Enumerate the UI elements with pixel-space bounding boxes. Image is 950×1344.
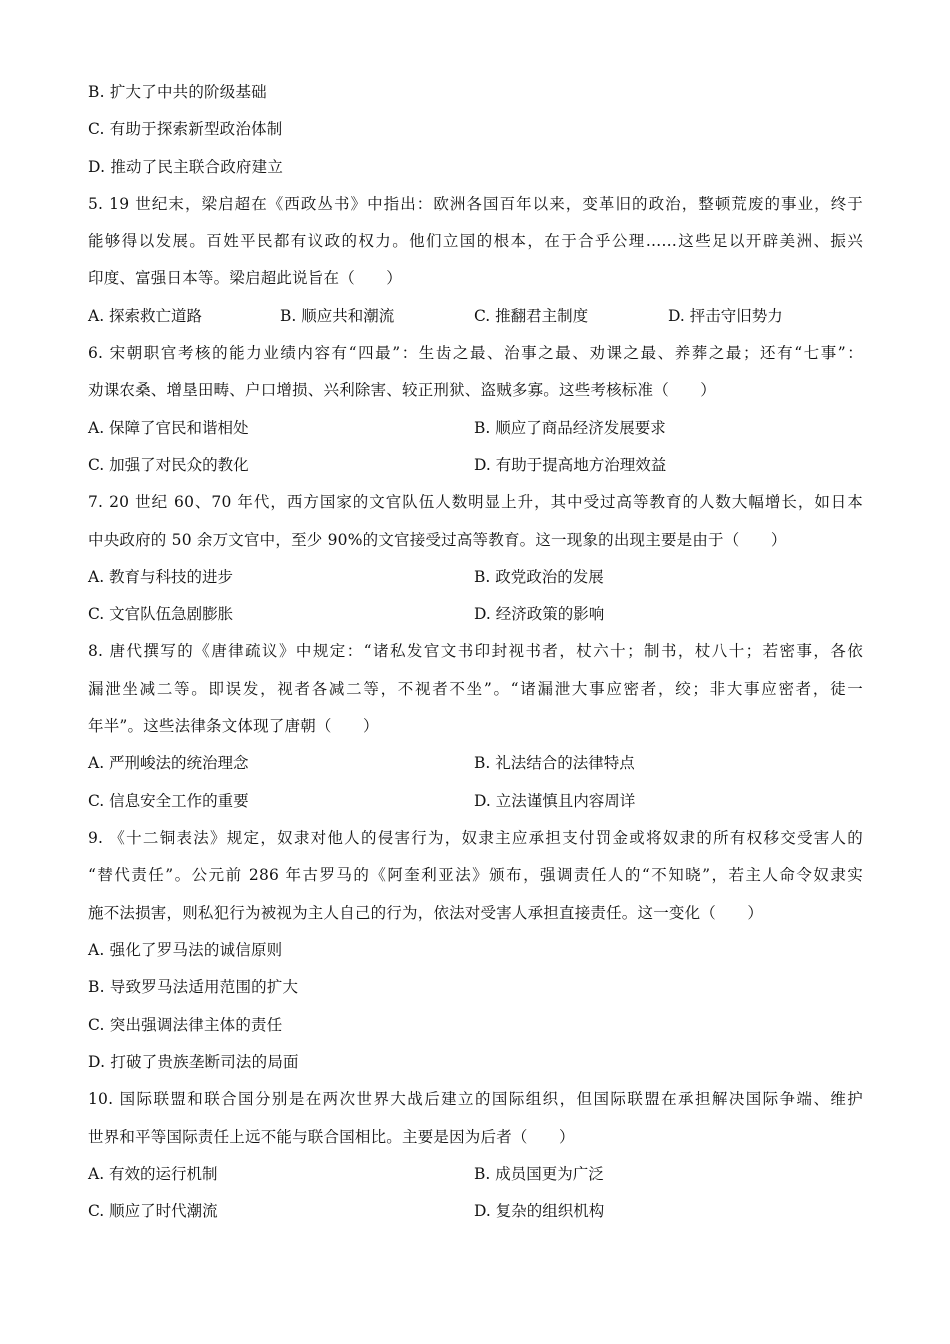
q6-option-b: B. 顺应了商品经济发展要求 xyxy=(474,419,666,437)
q7-stem-line1: 7. 20 世纪 60、70 年代，西方国家的文官队伍人数明显上升，其中受过高等教育的人数大幅增长，如日本 xyxy=(88,493,863,511)
q5-option-c: C. 推翻君主制度 xyxy=(474,307,589,325)
q5-stem-line2: 能够得以发展。百姓平民都有议政的权力。他们立国的根本，在于合乎公理……这些足以开辟美洲、振兴 xyxy=(88,232,863,250)
q5-stem-line3: 印度、富强日本等。梁启超此说旨在（ ） xyxy=(88,269,403,287)
q9-stem-line1: 9. 《十二铜表法》规定，奴隶对他人的侵害行为，奴隶主应承担支付罚金或将奴隶的所有权移交受害人的 xyxy=(88,829,863,847)
q4-option-d: D. 推动了民主联合政府建立 xyxy=(88,158,284,176)
q10-stem-line1: 10. 国际联盟和联合国分别是在两次世界大战后建立的国际组织，但国际联盟在承担解决国际争端、维护 xyxy=(88,1090,863,1108)
q5-option-d: D. 抨击守旧势力 xyxy=(668,307,783,325)
q8-stem-line1: 8. 唐代撰写的《唐律疏议》中规定：“诸私发官文书印封视书者，杖六十；制书，杖八十；若密事，各依 xyxy=(88,642,863,660)
q6-option-a: A. 保障了官民和谐相处 xyxy=(88,419,249,437)
q8-option-b: B. 礼法结合的法律特点 xyxy=(474,754,635,772)
q7-option-b: B. 政党政治的发展 xyxy=(474,568,604,586)
q10-option-a: A. 有效的运行机制 xyxy=(88,1165,218,1183)
q9-option-b: B. 导致罗马法适用范围的扩大 xyxy=(88,978,299,996)
q8-option-a: A. 严刑峻法的统治理念 xyxy=(88,754,249,772)
q8-stem-line2: 漏泄坐减二等。即误发，视者各减二等，不视者不坐”。“诸漏泄大事应密者，绞；非大事应密者，徒一 xyxy=(88,680,863,698)
q4-option-c: C. 有助于探索新型政治体制 xyxy=(88,120,283,138)
q9-option-d: D. 打破了贵族垄断司法的局面 xyxy=(88,1053,299,1071)
q8-option-c: C. 信息安全工作的重要 xyxy=(88,792,249,810)
q10-option-c: C. 顺应了时代潮流 xyxy=(88,1202,218,1220)
q7-option-c: C. 文官队伍急剧膨胀 xyxy=(88,605,234,623)
q8-stem-line3: 年半”。这些法律条文体现了唐朝（ ） xyxy=(88,717,379,735)
q7-option-a: A. 教育与科技的进步 xyxy=(88,568,234,586)
q10-stem-line2: 世界和平等国际责任上远不能与联合国相比。主要是因为后者（ ） xyxy=(88,1128,575,1146)
q10-option-d: D. 复杂的组织机构 xyxy=(474,1202,605,1220)
q5-stem-line1: 5. 19 世纪末，梁启超在《西政丛书》中指出：欧洲各国百年以来，变革旧的政治，整顿荒废的事业，终于 xyxy=(88,195,863,213)
q9-option-a: A. 强化了罗马法的诚信原则 xyxy=(88,941,283,959)
q6-option-d: D. 有助于提高地方治理效益 xyxy=(474,456,667,474)
q6-option-c: C. 加强了对民众的教化 xyxy=(88,456,249,474)
q5-option-b: B. 顺应共和潮流 xyxy=(280,307,395,325)
q4-option-b: B. 扩大了中共的阶级基础 xyxy=(88,83,267,101)
q7-stem-line2: 中央政府的 50 余万文官中，至少 90%的文官接受过高等教育。这一现象的出现主要是由于（ ） xyxy=(88,531,787,549)
q7-option-d: D. 经济政策的影响 xyxy=(474,605,605,623)
q6-stem-line2: 劝课农桑、增垦田畴、户口增损、兴利除害、较正刑狱、盗贼多寡。这些考核标准（ ） xyxy=(88,381,717,399)
q8-option-d: D. 立法谨慎且内容周详 xyxy=(474,792,636,810)
q9-option-c: C. 突出强调法律主体的责任 xyxy=(88,1016,283,1034)
q10-option-b: B. 成员国更为广泛 xyxy=(474,1165,604,1183)
q9-stem-line3: 施不法损害，则私犯行为被视为主人自己的行为，依法对受害人承担直接责任。这一变化（ ） xyxy=(88,904,764,922)
q9-stem-line2: “替代责任”。公元前 286 年古罗马的《阿奎利亚法》颁布，强调责任人的“不知晓”，若主人命令奴隶实 xyxy=(88,866,863,884)
q5-option-a: A. 探索救亡道路 xyxy=(88,307,203,325)
q6-stem-line1: 6. 宋朝职官考核的能力业绩内容有“四最”：生齿之最、治事之最、劝课之最、养葬之最；还有“七事”： xyxy=(88,344,863,362)
